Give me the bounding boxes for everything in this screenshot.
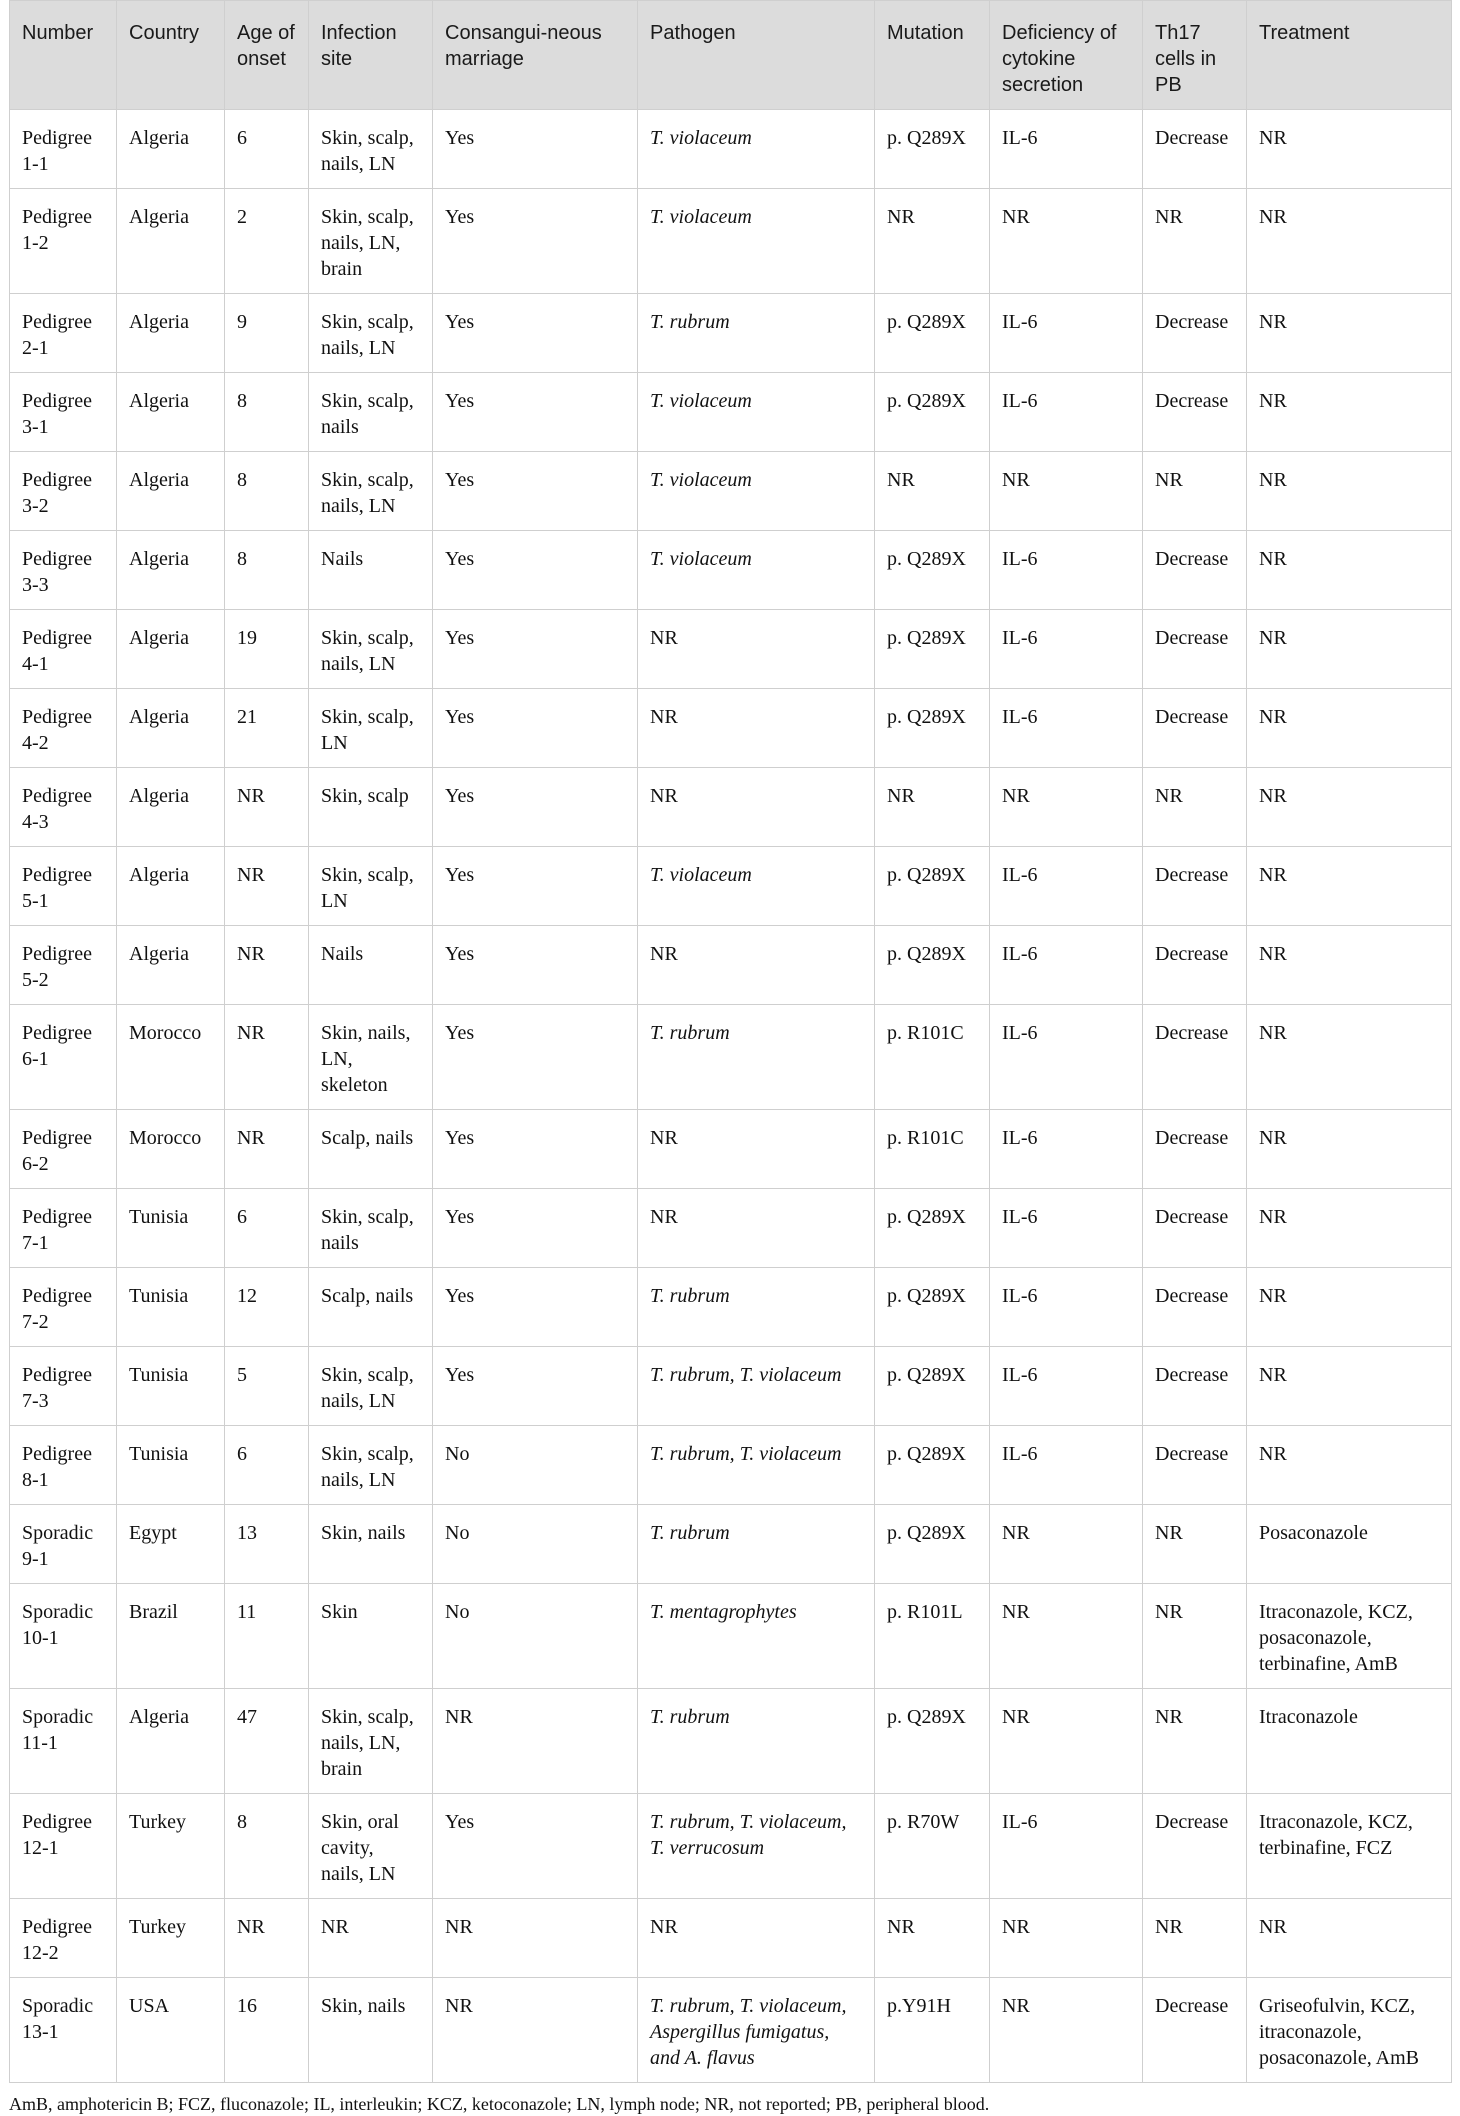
cell-country: Tunisia: [117, 1426, 225, 1505]
cell-treatment: Itraconazole, KCZ, terbinafine, FCZ: [1247, 1794, 1452, 1899]
cell-age-of-onset: 16: [225, 1978, 309, 2083]
cell-consanguineous-marriage: NR: [433, 1978, 638, 2083]
cell-number: Pedigree 12-1: [10, 1794, 117, 1899]
cell-th17-cells: Decrease: [1143, 847, 1247, 926]
table-body: [10, 110, 1452, 2083]
cell-consanguineous-marriage: No: [433, 1505, 638, 1584]
cell-number: Pedigree 3-1: [10, 373, 117, 452]
cell-pathogen: T. rubrum: [638, 1005, 875, 1110]
header-th17-cells: Th17 cells in PB: [1143, 1, 1247, 110]
header-infection-site: Infection site: [309, 1, 433, 110]
cell-country: Algeria: [117, 610, 225, 689]
cell-consanguineous-marriage: Yes: [433, 373, 638, 452]
cell-mutation: p. Q289X: [875, 689, 990, 768]
cell-infection-site: Skin, scalp, nails, LN: [309, 294, 433, 373]
cell-pathogen: NR: [638, 689, 875, 768]
table-row: [10, 294, 1452, 373]
cell-number: Pedigree 7-2: [10, 1268, 117, 1347]
cell-age-of-onset: 19: [225, 610, 309, 689]
table-row: [10, 1978, 1452, 2083]
cell-number: Sporadic 13-1: [10, 1978, 117, 2083]
cell-consanguineous-marriage: Yes: [433, 189, 638, 294]
cell-age-of-onset: NR: [225, 926, 309, 1005]
table-row: [10, 452, 1452, 531]
cell-infection-site: Skin, scalp, nails, LN: [309, 1426, 433, 1505]
cell-th17-cells: Decrease: [1143, 531, 1247, 610]
cell-age-of-onset: 47: [225, 1689, 309, 1794]
cell-treatment: Posaconazole: [1247, 1505, 1452, 1584]
cell-number: Pedigree 6-1: [10, 1005, 117, 1110]
cell-age-of-onset: 6: [225, 1426, 309, 1505]
cell-cytokine-deficiency: NR: [990, 1505, 1143, 1584]
cell-th17-cells: Decrease: [1143, 1794, 1247, 1899]
cell-infection-site: Nails: [309, 926, 433, 1005]
cell-mutation: p. Q289X: [875, 294, 990, 373]
header-mutation: Mutation: [875, 1, 990, 110]
cell-country: Algeria: [117, 926, 225, 1005]
cell-treatment: NR: [1247, 1110, 1452, 1189]
cell-consanguineous-marriage: Yes: [433, 847, 638, 926]
table-row: [10, 531, 1452, 610]
cell-number: Pedigree 5-2: [10, 926, 117, 1005]
cell-th17-cells: Decrease: [1143, 373, 1247, 452]
cell-th17-cells: Decrease: [1143, 1110, 1247, 1189]
table-row: [10, 926, 1452, 1005]
cell-infection-site: Skin, nails: [309, 1505, 433, 1584]
cell-number: Pedigree 3-2: [10, 452, 117, 531]
cell-pathogen: NR: [638, 926, 875, 1005]
cell-number: Sporadic 11-1: [10, 1689, 117, 1794]
cell-treatment: NR: [1247, 1189, 1452, 1268]
table-row: [10, 1189, 1452, 1268]
header-number: Number: [10, 1, 117, 110]
cell-mutation: p. Q289X: [875, 1347, 990, 1426]
cell-infection-site: Skin, scalp, nails, LN: [309, 1347, 433, 1426]
cell-pathogen: T. violaceum: [638, 110, 875, 189]
cell-country: Algeria: [117, 768, 225, 847]
cell-cytokine-deficiency: NR: [990, 768, 1143, 847]
header-country: Country: [117, 1, 225, 110]
cell-cytokine-deficiency: IL-6: [990, 1110, 1143, 1189]
cell-infection-site: Skin, oral cavity, nails, LN: [309, 1794, 433, 1899]
table-row: [10, 1505, 1452, 1584]
table-row: [10, 610, 1452, 689]
cell-mutation: p. Q289X: [875, 1189, 990, 1268]
cell-th17-cells: Decrease: [1143, 610, 1247, 689]
cell-infection-site: Skin, scalp, nails, LN: [309, 110, 433, 189]
cell-consanguineous-marriage: Yes: [433, 452, 638, 531]
cell-number: Pedigree 12-2: [10, 1899, 117, 1978]
cell-number: Pedigree 1-2: [10, 189, 117, 294]
cell-age-of-onset: 6: [225, 1189, 309, 1268]
cell-age-of-onset: 9: [225, 294, 309, 373]
cell-mutation: p. Q289X: [875, 926, 990, 1005]
cell-cytokine-deficiency: NR: [990, 189, 1143, 294]
cell-cytokine-deficiency: IL-6: [990, 373, 1143, 452]
cell-treatment: NR: [1247, 189, 1452, 294]
cell-age-of-onset: 12: [225, 1268, 309, 1347]
cell-mutation: p. Q289X: [875, 373, 990, 452]
cell-consanguineous-marriage: Yes: [433, 689, 638, 768]
cell-country: Algeria: [117, 531, 225, 610]
cell-country: Algeria: [117, 452, 225, 531]
cell-number: Pedigree 7-1: [10, 1189, 117, 1268]
document-body: [9, 0, 1451, 2116]
cell-country: Egypt: [117, 1505, 225, 1584]
cell-pathogen: T. mentagrophytes: [638, 1584, 875, 1689]
cell-th17-cells: Decrease: [1143, 689, 1247, 768]
cell-treatment: NR: [1247, 1268, 1452, 1347]
cell-pathogen: NR: [638, 610, 875, 689]
cell-cytokine-deficiency: IL-6: [990, 1268, 1143, 1347]
cell-consanguineous-marriage: Yes: [433, 610, 638, 689]
cell-number: Sporadic 10-1: [10, 1584, 117, 1689]
cell-infection-site: Skin, scalp, nails, LN, brain: [309, 189, 433, 294]
cell-pathogen: T. rubrum, T. violaceum, T. verrucosum: [638, 1794, 875, 1899]
cell-consanguineous-marriage: Yes: [433, 926, 638, 1005]
cell-pathogen: NR: [638, 768, 875, 847]
cell-infection-site: NR: [309, 1899, 433, 1978]
cell-th17-cells: Decrease: [1143, 110, 1247, 189]
cell-th17-cells: NR: [1143, 768, 1247, 847]
cell-cytokine-deficiency: NR: [990, 452, 1143, 531]
cell-mutation: p. Q289X: [875, 110, 990, 189]
cell-consanguineous-marriage: Yes: [433, 1005, 638, 1110]
cell-treatment: NR: [1247, 294, 1452, 373]
table-row: [10, 768, 1452, 847]
cell-cytokine-deficiency: NR: [990, 1689, 1143, 1794]
table-row: [10, 1899, 1452, 1978]
cell-age-of-onset: 8: [225, 452, 309, 531]
header-age-of-onset: Age of onset: [225, 1, 309, 110]
cell-pathogen: T. rubrum: [638, 294, 875, 373]
cell-infection-site: Skin, scalp, nails: [309, 1189, 433, 1268]
cell-number: Pedigree 6-2: [10, 1110, 117, 1189]
cell-mutation: p. Q289X: [875, 847, 990, 926]
cell-cytokine-deficiency: IL-6: [990, 926, 1143, 1005]
cell-pathogen: T. rubrum: [638, 1689, 875, 1794]
cell-mutation: NR: [875, 189, 990, 294]
cell-cytokine-deficiency: IL-6: [990, 294, 1143, 373]
cell-pathogen: T. rubrum, T. violaceum, Aspergillus fumigatus, and A. flavus: [638, 1978, 875, 2083]
cell-treatment: Itraconazole, KCZ, posaconazole, terbinafine, AmB: [1247, 1584, 1452, 1689]
table-row: [10, 373, 1452, 452]
cell-mutation: p. Q289X: [875, 1505, 990, 1584]
table-header: [10, 1, 1452, 110]
cell-number: Pedigree 1-1: [10, 110, 117, 189]
cell-cytokine-deficiency: IL-6: [990, 847, 1143, 926]
cell-infection-site: Skin, scalp, nails: [309, 373, 433, 452]
cell-country: Tunisia: [117, 1347, 225, 1426]
cell-treatment: NR: [1247, 1426, 1452, 1505]
cell-cytokine-deficiency: IL-6: [990, 689, 1143, 768]
cell-th17-cells: Decrease: [1143, 926, 1247, 1005]
cell-th17-cells: Decrease: [1143, 1347, 1247, 1426]
cell-mutation: p. Q289X: [875, 610, 990, 689]
cell-age-of-onset: 21: [225, 689, 309, 768]
cell-th17-cells: NR: [1143, 1689, 1247, 1794]
cell-consanguineous-marriage: Yes: [433, 1268, 638, 1347]
cell-treatment: NR: [1247, 110, 1452, 189]
cell-mutation: p. Q289X: [875, 531, 990, 610]
cell-pathogen: T. violaceum: [638, 847, 875, 926]
cell-country: Algeria: [117, 110, 225, 189]
cell-consanguineous-marriage: Yes: [433, 294, 638, 373]
cell-consanguineous-marriage: No: [433, 1426, 638, 1505]
cell-th17-cells: Decrease: [1143, 294, 1247, 373]
cell-consanguineous-marriage: NR: [433, 1689, 638, 1794]
cell-infection-site: Skin, scalp: [309, 768, 433, 847]
cell-country: Brazil: [117, 1584, 225, 1689]
cell-mutation: p.Y91H: [875, 1978, 990, 2083]
cell-country: Turkey: [117, 1899, 225, 1978]
cell-pathogen: NR: [638, 1189, 875, 1268]
cell-country: Algeria: [117, 1689, 225, 1794]
cell-consanguineous-marriage: Yes: [433, 768, 638, 847]
cell-age-of-onset: NR: [225, 1005, 309, 1110]
cell-pathogen: T. rubrum: [638, 1505, 875, 1584]
cell-th17-cells: Decrease: [1143, 1189, 1247, 1268]
cell-country: USA: [117, 1978, 225, 2083]
cell-mutation: p. R70W: [875, 1794, 990, 1899]
cell-consanguineous-marriage: Yes: [433, 1110, 638, 1189]
cell-cytokine-deficiency: IL-6: [990, 531, 1143, 610]
cell-pathogen: NR: [638, 1110, 875, 1189]
cell-consanguineous-marriage: Yes: [433, 531, 638, 610]
cell-infection-site: Skin: [309, 1584, 433, 1689]
table-row: [10, 189, 1452, 294]
cell-consanguineous-marriage: NR: [433, 1899, 638, 1978]
cell-infection-site: Skin, scalp, LN: [309, 847, 433, 926]
header-cytokine-deficiency: Deficiency of cytokine secretion: [990, 1, 1143, 110]
cell-consanguineous-marriage: Yes: [433, 110, 638, 189]
cell-cytokine-deficiency: IL-6: [990, 1005, 1143, 1110]
cell-mutation: p. R101C: [875, 1110, 990, 1189]
cell-mutation: p. Q289X: [875, 1426, 990, 1505]
cell-age-of-onset: NR: [225, 1110, 309, 1189]
cell-th17-cells: Decrease: [1143, 1268, 1247, 1347]
cell-age-of-onset: 11: [225, 1584, 309, 1689]
table-row: [10, 1794, 1452, 1899]
cell-country: Morocco: [117, 1110, 225, 1189]
cell-cytokine-deficiency: NR: [990, 1978, 1143, 2083]
table-footnote: AmB, amphotericin B; FCZ, fluconazole; IL, interleukin; KCZ, ketoconazole; LN, lymph node; NR, not reported; PB, peripheral blood.: [9, 2094, 990, 2114]
cell-cytokine-deficiency: IL-6: [990, 610, 1143, 689]
cell-mutation: p. Q289X: [875, 1268, 990, 1347]
cell-pathogen: T. violaceum: [638, 189, 875, 294]
cell-treatment: NR: [1247, 373, 1452, 452]
cell-infection-site: Skin, scalp, nails, LN: [309, 610, 433, 689]
cell-th17-cells: NR: [1143, 1899, 1247, 1978]
cell-country: Algeria: [117, 294, 225, 373]
cell-number: Pedigree 4-3: [10, 768, 117, 847]
cell-infection-site: Scalp, nails: [309, 1268, 433, 1347]
cell-treatment: NR: [1247, 768, 1452, 847]
cell-th17-cells: NR: [1143, 189, 1247, 294]
cell-treatment: NR: [1247, 1899, 1452, 1978]
cell-country: Algeria: [117, 847, 225, 926]
cell-infection-site: Skin, nails, LN, skeleton: [309, 1005, 433, 1110]
cell-country: Turkey: [117, 1794, 225, 1899]
cell-country: Tunisia: [117, 1268, 225, 1347]
cell-mutation: NR: [875, 1899, 990, 1978]
cell-pathogen: T. rubrum, T. violaceum: [638, 1347, 875, 1426]
table-row: [10, 847, 1452, 926]
table-row: [10, 1268, 1452, 1347]
cell-pathogen: T. rubrum: [638, 1268, 875, 1347]
cell-cytokine-deficiency: IL-6: [990, 110, 1143, 189]
cell-cytokine-deficiency: IL-6: [990, 1189, 1143, 1268]
cell-treatment: NR: [1247, 531, 1452, 610]
table-row: [10, 1005, 1452, 1110]
cell-treatment: NR: [1247, 1347, 1452, 1426]
cell-th17-cells: NR: [1143, 1505, 1247, 1584]
table-row: [10, 1584, 1452, 1689]
table-row: [10, 689, 1452, 768]
cell-infection-site: Scalp, nails: [309, 1110, 433, 1189]
cell-th17-cells: NR: [1143, 452, 1247, 531]
cell-pathogen: T. violaceum: [638, 452, 875, 531]
cell-country: Algeria: [117, 189, 225, 294]
cell-consanguineous-marriage: Yes: [433, 1347, 638, 1426]
cell-treatment: Itraconazole: [1247, 1689, 1452, 1794]
header-pathogen: Pathogen: [638, 1, 875, 110]
cell-country: Morocco: [117, 1005, 225, 1110]
cell-cytokine-deficiency: NR: [990, 1584, 1143, 1689]
cell-th17-cells: Decrease: [1143, 1426, 1247, 1505]
cell-age-of-onset: 8: [225, 373, 309, 452]
cell-number: Pedigree 2-1: [10, 294, 117, 373]
cell-th17-cells: Decrease: [1143, 1005, 1247, 1110]
cell-number: Pedigree 5-1: [10, 847, 117, 926]
cell-country: Algeria: [117, 689, 225, 768]
cell-treatment: NR: [1247, 847, 1452, 926]
cell-number: Pedigree 8-1: [10, 1426, 117, 1505]
cell-consanguineous-marriage: No: [433, 1584, 638, 1689]
cell-age-of-onset: NR: [225, 847, 309, 926]
cell-pathogen: T. rubrum, T. violaceum: [638, 1426, 875, 1505]
cell-infection-site: Nails: [309, 531, 433, 610]
cell-treatment: NR: [1247, 610, 1452, 689]
cell-number: Pedigree 3-3: [10, 531, 117, 610]
cell-mutation: NR: [875, 768, 990, 847]
patient-table: [9, 0, 1452, 2083]
cell-age-of-onset: 6: [225, 110, 309, 189]
cell-number: Pedigree 7-3: [10, 1347, 117, 1426]
cell-age-of-onset: NR: [225, 1899, 309, 1978]
cell-age-of-onset: 8: [225, 1794, 309, 1899]
cell-number: Sporadic 9-1: [10, 1505, 117, 1584]
cell-treatment: Griseofulvin, KCZ, itraconazole, posaconazole, AmB: [1247, 1978, 1452, 2083]
cell-age-of-onset: 13: [225, 1505, 309, 1584]
cell-mutation: NR: [875, 452, 990, 531]
cell-th17-cells: NR: [1143, 1584, 1247, 1689]
header-treatment: Treatment: [1247, 1, 1452, 110]
cell-treatment: NR: [1247, 926, 1452, 1005]
table-row: [10, 1426, 1452, 1505]
cell-country: Tunisia: [117, 1189, 225, 1268]
cell-infection-site: Skin, scalp, nails, LN, brain: [309, 1689, 433, 1794]
cell-consanguineous-marriage: Yes: [433, 1189, 638, 1268]
cell-age-of-onset: 2: [225, 189, 309, 294]
cell-number: Pedigree 4-2: [10, 689, 117, 768]
cell-cytokine-deficiency: IL-6: [990, 1426, 1143, 1505]
header-consanguineous-marriage: Consangui-neous marriage: [433, 1, 638, 110]
cell-age-of-onset: 5: [225, 1347, 309, 1426]
cell-mutation: p. Q289X: [875, 1689, 990, 1794]
cell-mutation: p. R101L: [875, 1584, 990, 1689]
cell-number: Pedigree 4-1: [10, 610, 117, 689]
table-row: [10, 1110, 1452, 1189]
header-row: [10, 1, 1452, 110]
cell-cytokine-deficiency: NR: [990, 1899, 1143, 1978]
cell-treatment: NR: [1247, 452, 1452, 531]
table-row: [10, 1689, 1452, 1794]
cell-pathogen: T. violaceum: [638, 373, 875, 452]
cell-th17-cells: Decrease: [1143, 1978, 1247, 2083]
cell-cytokine-deficiency: IL-6: [990, 1347, 1143, 1426]
cell-treatment: NR: [1247, 689, 1452, 768]
cell-cytokine-deficiency: IL-6: [990, 1794, 1143, 1899]
cell-age-of-onset: 8: [225, 531, 309, 610]
cell-mutation: p. R101C: [875, 1005, 990, 1110]
cell-pathogen: NR: [638, 1899, 875, 1978]
cell-consanguineous-marriage: Yes: [433, 1794, 638, 1899]
cell-infection-site: Skin, scalp, nails, LN: [309, 452, 433, 531]
table-row: [10, 110, 1452, 189]
cell-infection-site: Skin, nails: [309, 1978, 433, 2083]
cell-country: Algeria: [117, 373, 225, 452]
table-row: [10, 1347, 1452, 1426]
cell-treatment: NR: [1247, 1005, 1452, 1110]
cell-age-of-onset: NR: [225, 768, 309, 847]
cell-infection-site: Skin, scalp, LN: [309, 689, 433, 768]
cell-pathogen: T. violaceum: [638, 531, 875, 610]
